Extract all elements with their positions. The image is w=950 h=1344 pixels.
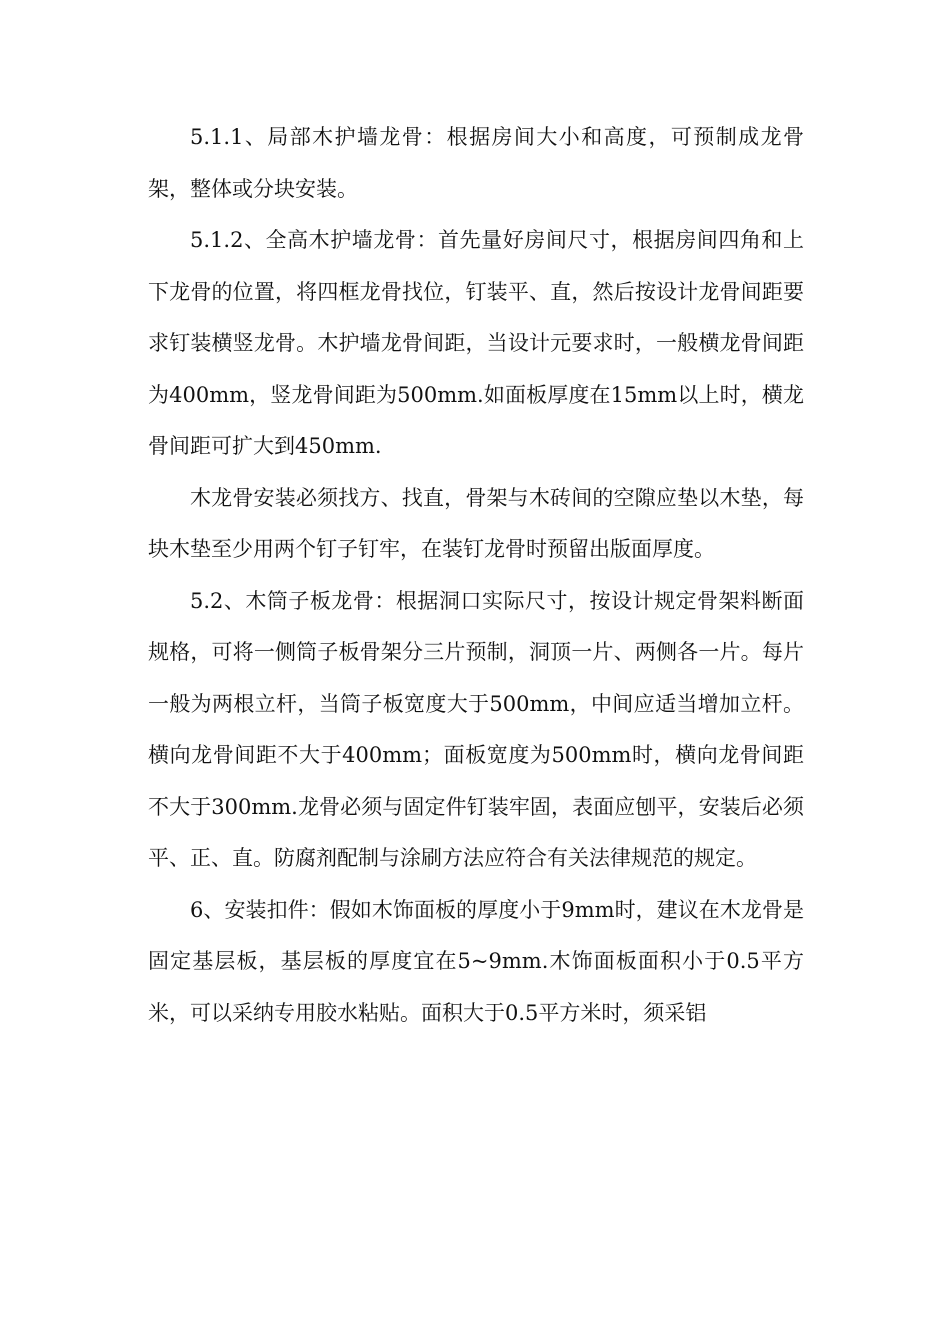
paragraph-5-1-2: 5.1.2、全高木护墙龙骨：首先量好房间尺寸，根据房间四角和上下龙骨的位置，将四框龙骨找位，钉装平、直，然后按设计龙骨间距要求钉装横竖龙骨。木护墙龙骨间距，当设计元要求时，一般横龙骨间距为400mm，竖龙骨间距为500mm.如面板厚度在15mm以上时，横龙骨间距可扩大到450mm. [148,228,804,458]
paragraph-6: 6、安装扣件：假如木饰面板的厚度小于9mm时，建议在木龙骨是固定基层板，基层板的厚度宜在5~9mm.木饰面板面积小于0.5平方米，可以采纳专用胶水粘贴。面积大于0.5平方米时，须采铝 [148,897,804,1025]
document-body [148,112,804,1039]
paragraph-keel-installation: 木龙骨安装必须找方、找直，骨架与木砖间的空隙应垫以木垫，每块木垫至少用两个钉子钉牢，在装钉龙骨时预留出版面厚度。 [148,485,804,561]
paragraph-5-1-1: 5.1.1、局部木护墙龙骨：根据房间大小和高度，可预制成龙骨架，整体或分块安装。 [148,125,804,201]
paragraph-5-2: 5.2、木筒子板龙骨：根据洞口实际尺寸，按设计规定骨架料断面规格，可将一侧筒子板骨架分三片预制，洞顶一片、两侧各一片。每片一般为两根立杆，当筒子板宽度大于500mm，中间应适当增加立杆。横向龙骨间距不大于400mm；面板宽度为500mm时，横向龙骨间距不大于300mm.龙骨必须与固定件钉装牢固，表面应刨平，安装后必须平、正、直。防腐剂配制与涂刷方法应符合有关法律规范的规定。 [148,588,804,870]
